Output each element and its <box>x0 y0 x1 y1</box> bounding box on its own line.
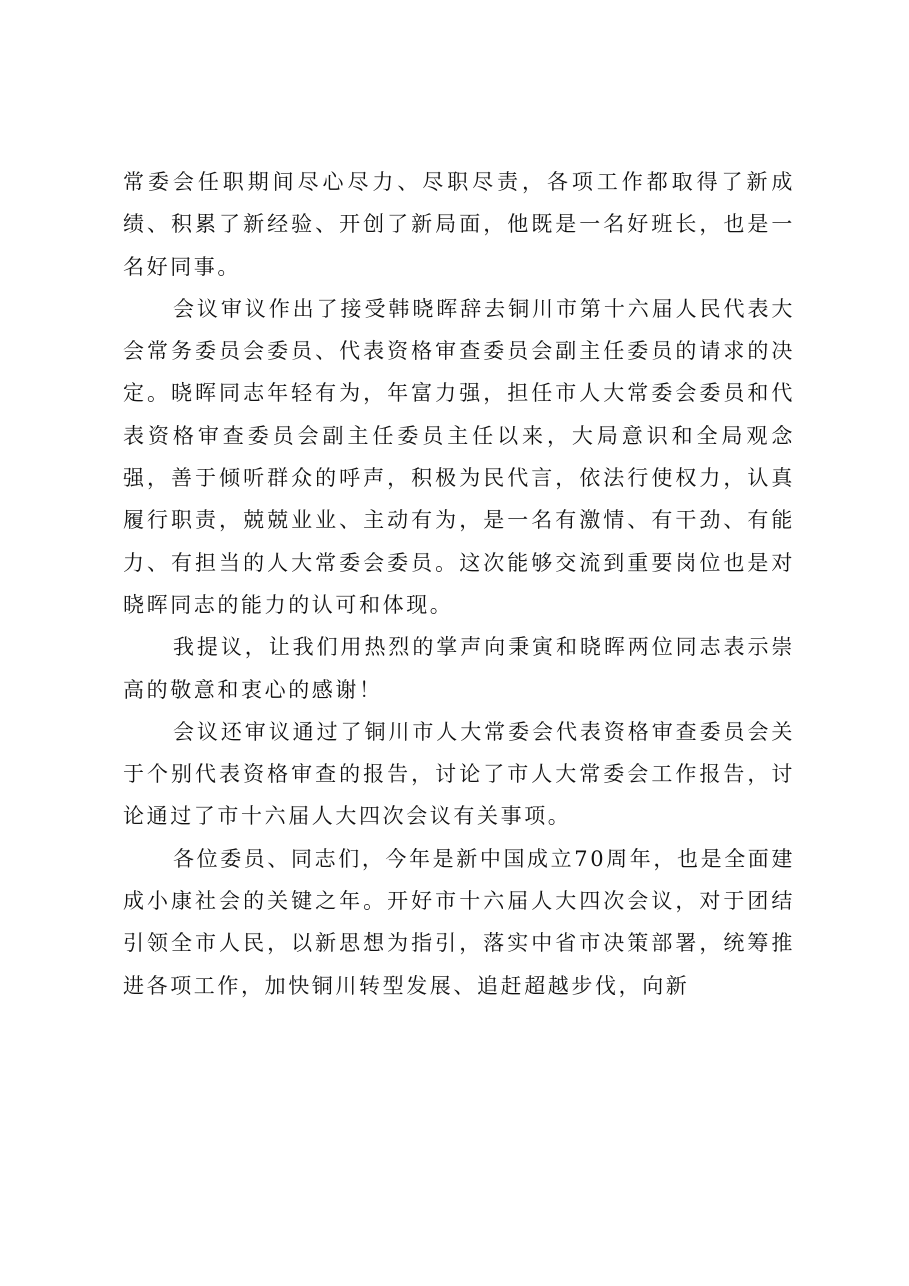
paragraph-5: 各位委员、同志们，今年是新中国成立70周年，也是全面建成小康社会的关键之年。开好市十六届人大四次会议，对于团结引领全市人民，以新思想为指引，落实中省市决策部署，统筹推进各项工作，加快铜川转型发展、追赶超越步伐，向新 <box>123 846 795 998</box>
document-body <box>123 161 795 1007</box>
paragraph-1: 常委会任职期间尽心尽力、尽职尽责，各项工作都取得了新成绩、积累了新经验、开创了新局面，他既是一名好班长，也是一名好同事。 <box>123 170 795 279</box>
paragraph-3: 我提议，让我们用热烈的掌声向秉寅和晓晖两位同志表示崇高的敬意和衷心的感谢！ <box>123 635 795 702</box>
paragraph-4: 会议还审议通过了铜川市人大常委会代表资格审查委员会关于个别代表资格审查的报告，讨论了市人大常委会工作报告，讨论通过了市十六届人大四次会议有关事项。 <box>123 719 795 829</box>
paragraph-2: 会议审议作出了接受韩晓晖辞去铜川市第十六届人民代表大会常务委员会委员、代表资格审查委员会副主任委员的请求的决定。晓晖同志年轻有为，年富力强，担任市人大常委会委员和代表资格审查委员会副主任委员主任以来，大局意识和全局观念强，善于倾听群众的呼声，积极为民代言，依法行使权力，认真履行职责，兢兢业业、主动有为，是一名有激情、有干劲、有能力、有担当的人大常委会委员。这次能够交流到重要岗位也是对晓晖同志的能力的认可和体现。 <box>123 296 795 617</box>
